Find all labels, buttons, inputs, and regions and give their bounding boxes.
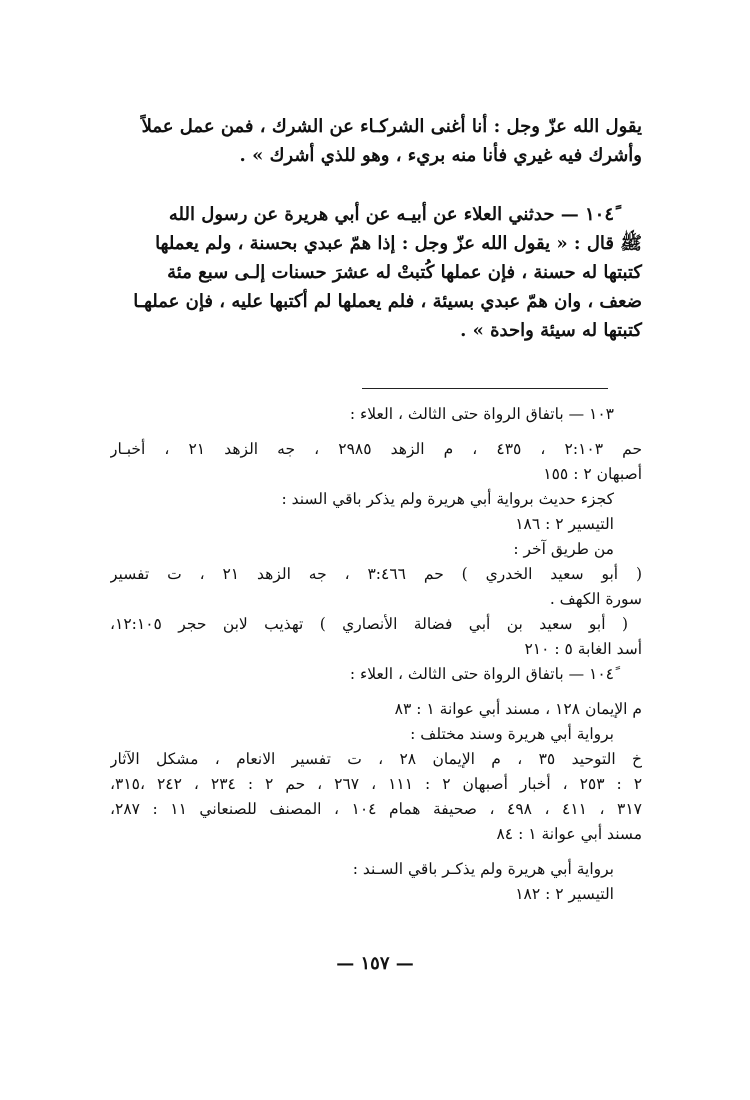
text-line: كتبتها له سيئة واحدة » . [460, 320, 642, 341]
text-line: ﷺ قال : « يقول الله عزّ وجل : إذا همّ عبدي بحسنة ، ولم يعملها [155, 233, 642, 254]
hadith-text-103-ending [110, 112, 642, 170]
footnotes [110, 402, 642, 907]
footnote-104-header: ١٠٤ً — باتفاق الرواة حتى الثالث ، العلاء : [349, 665, 614, 683]
text-line: وأشرك فيه غيري فأنا منه بريء ، وهو للذي أشرك » . [239, 145, 642, 166]
text-line: كتبتها له حسنة ، فإن عملها كُتبتْ له عشرَ حسنات إلـى سبع مئة [167, 262, 642, 283]
footnote-line: التيسير ٢ : ١٨٢ [515, 885, 614, 903]
text-line: ١٠٤ً — حدثني العلاء عن أبيـه عن أبي هريرة عن رسول الله [168, 204, 614, 225]
footnote-line: برواية أبي هريرة ولم يذكـر باقي السـند : [352, 860, 614, 878]
footnote-line: ( أبو سعيد الخدري ) حم ٣:٤٦٦ ، جه الزهد ٢١ ، ت تفسير [110, 565, 642, 583]
footnote-line: التيسير ٢ : ١٨٦ [515, 515, 614, 533]
footnote-line: ٢ : ٢٥٣ ، أخبار أصبهان ٢ : ١١١ ، ٢٦٧ ، حم ٢ : ٢٣٤ ، ٢٤٢ ،٣١٥، [110, 775, 642, 793]
footnote-line: أسد الغابة ٥ : ٢١٠ [524, 640, 642, 658]
footnote-line: حم ٢:١٠٣ ، ٤٣٥ ، م الزهد ٢٩٨٥ ، جه الزهد ٢١ ، أخبـار [110, 440, 642, 458]
text-line: يقول الله عزّ وجل : أنا أغنى الشركـاء عن الشرك ، فمن عمل عملاً [141, 116, 642, 137]
footnote-line: أصبهان ٢ : ١٥٥ [543, 465, 642, 483]
footnote-line: كجزء حديث برواية أبي هريرة ولم يذكر باقي السند : [281, 490, 614, 508]
footnote-divider [362, 388, 608, 389]
footnote-103-header: ١٠٣ — باتفاق الرواة حتى الثالث ، العلاء : [349, 405, 614, 423]
footnote-line: من طريق آخر : [513, 540, 614, 558]
footnote-line: م الإيمان ١٢٨ ، مسند أبي عوانة ١ : ٨٣ [394, 700, 642, 718]
page-number: — ١٥٧ — [336, 953, 414, 974]
hadith-text-104 [110, 200, 642, 345]
footnote-line: سورة الكهف . [549, 590, 642, 608]
footnote-line: ٣١٧ ، ٤١١ ، ٤٩٨ ، صحيفة همام ١٠٤ ، المصنف للصنعاني ١١ : ٢٨٧، [110, 800, 642, 818]
footnote-line: خ التوحيد ٣٥ ، م الإيمان ٢٨ ، ت تفسير الانعام ، مشكل الآثار [110, 750, 642, 768]
footnote-line: ( أبو سعيد بن أبي فضالة الأنصاري ) تهذيب لابن حجر ١٢:١٠٥، [110, 615, 628, 633]
footnote-line: برواية أبي هريرة وسند مختلف : [410, 725, 614, 743]
footnote-line: مسند أبي عوانة ١ : ٨٤ [496, 825, 642, 843]
text-line: ضعف ، وان همّ عبدي بسيئة ، فلم يعملها لم أكتبها عليه ، فإن عملهـا [133, 291, 642, 312]
